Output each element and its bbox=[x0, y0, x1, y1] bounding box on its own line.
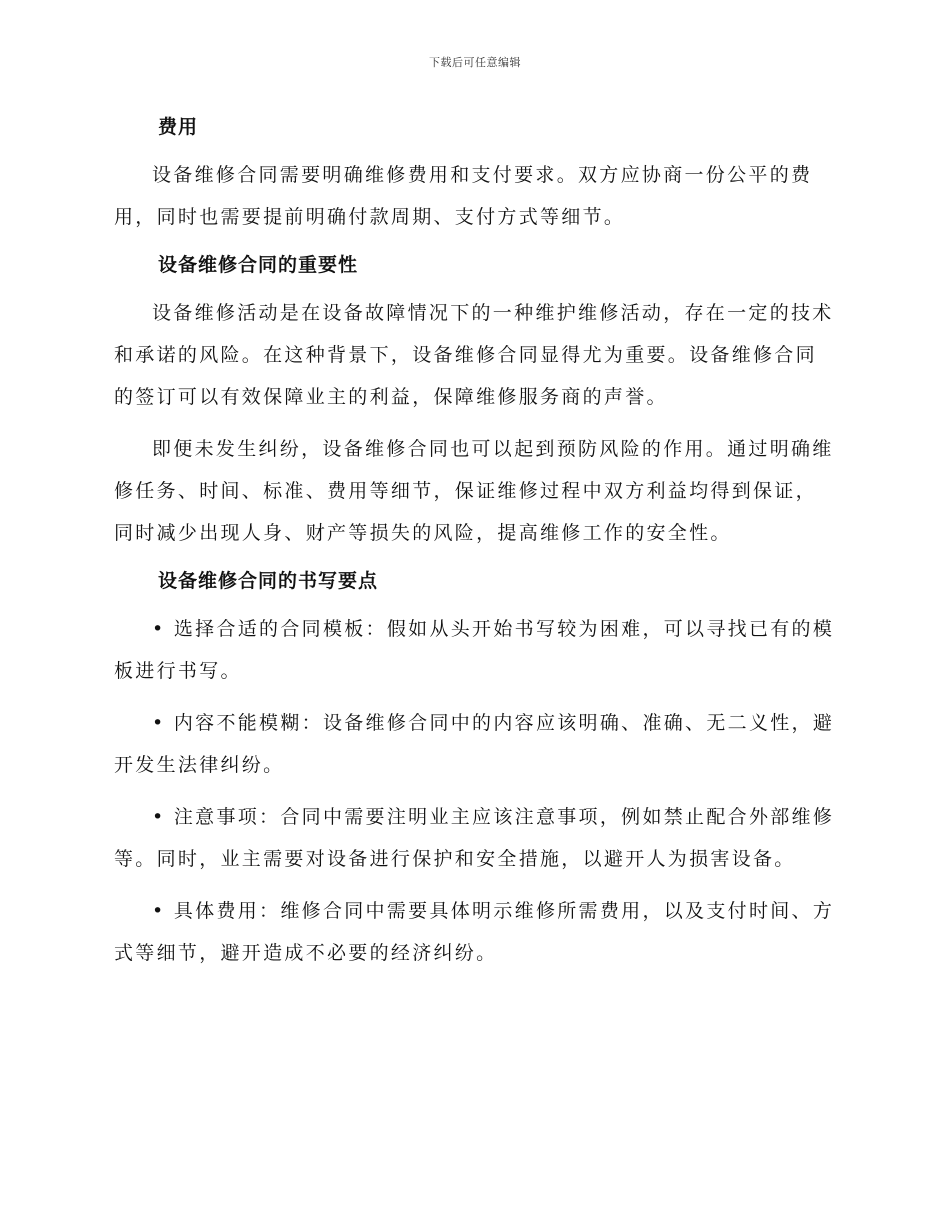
paragraph-fee: 设备维修合同需要明确维修费用和支付要求。双方应协商一份公平的费用，同时也需要提前明确付款周期、支付方式等细节。 bbox=[114, 164, 813, 228]
bullet-item-costs: • 具体费用：维修合同中需要具体明示维修所需费用，以及支付时间、方式等细节，避开造成不必要的经济纠纷。 bbox=[114, 900, 835, 964]
paragraph-importance-1: 设备维修活动是在设备故障情况下的一种维护维修活动，存在一定的技术和承诺的风险。在这种背景下，设备维修合同显得尤为重要。设备维修合同的签订可以有效保障业主的利益，保障维修服务商的声誉。 bbox=[114, 302, 834, 408]
heading-key-points: 设备维修合同的书写要点 bbox=[158, 570, 379, 592]
heading-fee: 费用 bbox=[158, 116, 199, 138]
bullet-item-template: • 选择合适的合同模板：假如从头开始书写较为困难，可以寻找已有的模板进行书写。 bbox=[114, 618, 835, 682]
document-body bbox=[114, 110, 836, 974]
heading-importance: 设备维修合同的重要性 bbox=[158, 254, 359, 276]
page-header-note: 下载后可任意编辑 bbox=[429, 56, 521, 69]
bullet-item-clarity: • 内容不能模糊：设备维修合同中的内容应该明确、准确、无二义性，避开发生法律纠纷。 bbox=[114, 712, 835, 776]
paragraph-importance-2: 即便未发生纠纷，设备维修合同也可以起到预防风险的作用。通过明确维修任务、时间、标准、费用等细节，保证维修过程中双方利益均得到保证，同时减少出现人身、财产等损失的风险，提高维修工作的安全性。 bbox=[114, 438, 834, 544]
bullet-item-precautions: • 注意事项：合同中需要注明业主应该注意事项，例如禁止配合外部维修等。同时，业主需要对设备进行保护和安全措施，以避开人为损害设备。 bbox=[114, 806, 835, 870]
